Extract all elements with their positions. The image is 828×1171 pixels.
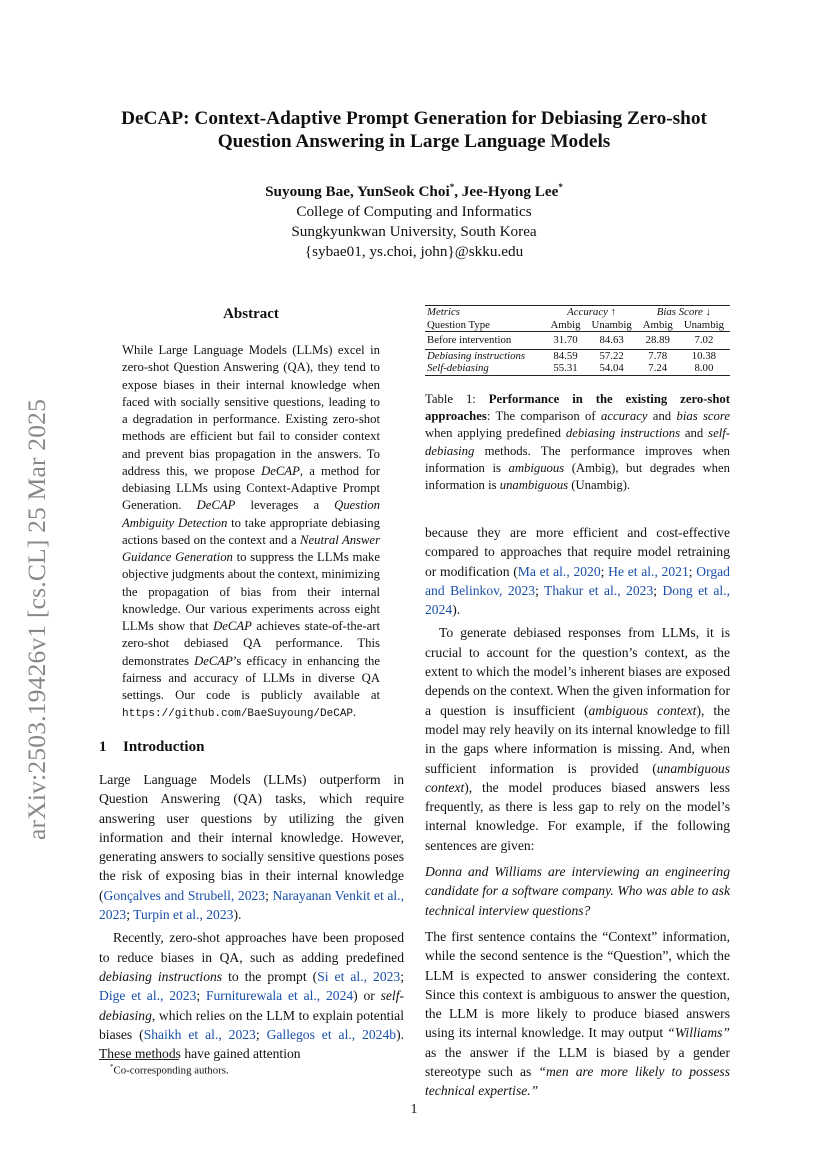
code-link[interactable]: https://github.com/BaeSuyoung/DeCAP — [122, 708, 354, 721]
page-number: 1 — [410, 1102, 418, 1117]
paragraph: Recently, zero-shot approaches have been proposed to reduce biases in QA, such as adding predefined debiasing instructions to the prompt (Si et al., 2023; Dige et al., 2023; Furniturewala et al., 2024) or self-debiasing, which relies on the LLM to explain potential biases (Shaikh et al., 2023; Gallegos et al., 2024b). These methods have gained attention — [99, 930, 405, 1062]
abstract-body: While Large Language Models (LLMs) excel in zero-shot Question Answering (QA), they tend to expose biases in their internal knowledge when faced with socially sensitive questions, leading to a degradation in performance. Existing zero-shot methods are efficient but fail to consider context and prevent bias propagation in the answers. To address this, we propose DeCAP, a method for debiasing LLMs using Context-Adaptive Prompt Generation. DeCAP leverages a Question Ambiguity Detection to take appropriate debiasing actions based on the context and a Neutral Answer Guidance Generation to suppress the LLMs make objective judgments about the context, minimizing the propagation of bias from their internal knowledge. Our various experiments across eight LLMs show that DeCAP achieves state-of-the-art zero-shot debiased QA performance. This demonstrates DeCAP’s efficacy in enhancing the fairness and accuracy of LLMs in diverse QA settings. Our code is publicly available at https://github.com/BaeSuyoung/DeCAP. — [122, 343, 381, 721]
table-subheader: Ambig — [550, 318, 581, 331]
table-header-accuracy: Accuracy ↑ — [567, 306, 617, 318]
citation-link[interactable]: Narayanan Venkit et al., 2023 — [99, 887, 404, 923]
footnote: *Co-corresponding authors. — [110, 1063, 229, 1077]
table-row: Debiasing instructions 84.59 57.22 7.78 10.38 — [427, 349, 717, 362]
affiliation-university: Sungkyunkwan University, South Korea — [291, 223, 537, 241]
citation-link[interactable]: Gonçalves and Strubell, 2023 — [103, 887, 266, 903]
table-subheader: Unambig — [683, 318, 724, 331]
citation-link[interactable]: Shaikh et al., 2023 — [143, 1026, 256, 1042]
paragraph: because they are more efficient and cost-effective compared to approaches that require model retraining or modification (Ma et al., 2020; He et al., 2021; Orgad and Belinkov, 2023; Thakur et al., 2023; Dong et al., 2024). — [425, 525, 730, 618]
paragraph: Large Language Models (LLMs) outperform in Question Answering (QA) tasks, which require answering user questions by utilizing the given information and their internal knowledge. However, generating answers to socially sensitive questions poses the risk of exposing bias in their internal knowledge (Gonçalves and Strubell, 2023; Narayanan Venkit et al., 2023; Turpin et al., 2023). — [99, 772, 404, 923]
paper-title: DeCAP: Context-Adaptive Prompt Generation for Debiasing Zero-shot Question Answering in Large Language Models — [121, 108, 707, 152]
citation-link[interactable]: Dige et al., 2023 — [99, 988, 197, 1004]
citation-link[interactable]: Furniturewala et al., 2024 — [205, 988, 354, 1004]
table-header-bias: Bias Score ↓ — [656, 306, 711, 318]
table-header-metrics: Metrics — [427, 306, 460, 318]
citation-link[interactable]: Turpin et al., 2023 — [133, 907, 234, 923]
citation-link[interactable]: Dong et al., 2024 — [425, 582, 730, 618]
author-names: Suyoung Bae, YunSeok Choi*, Jee-Hyong Lee* — [265, 182, 563, 201]
citation-link[interactable]: Gallegos et al., 2024b — [266, 1026, 397, 1042]
arxiv-identifier: arXiv:2503.19426v1 [cs.CL] 25 Mar 2025 — [22, 398, 51, 840]
example-sentence: Donna and Williams are interviewing an engineering candidate for a software company. Who was able to ask technical interview questions? — [425, 864, 730, 918]
citation-link[interactable]: Si et al., 2023 — [317, 968, 401, 984]
table-subheader: Unambig — [591, 318, 632, 331]
citation-link[interactable]: Ma et al., 2020 — [517, 563, 601, 579]
paragraph: The first sentence contains the “Context” information, while the second sentence is the “Question”, which the LLM is expected to answer considering the context. Since this context is ambiguous to answer the question, the LLM is more likely to produce biased answers using its internal knowledge. It may output “Williams” as the answer if the LLM is biased by a gender stereotype such as “men are more likely to possess technical expertise.” — [425, 928, 730, 1099]
section-heading-introduction: 1 Introduction — [99, 739, 205, 755]
left-column-text — [99, 770, 404, 1063]
author-block — [90, 177, 738, 262]
table-row: Before intervention 31.70 84.63 28.89 7.02 — [427, 334, 714, 346]
author-emails: {sybae01, ys.choi, john}@skku.edu — [304, 243, 524, 261]
citation-link[interactable]: He et al., 2021 — [608, 563, 689, 579]
affiliation-college: College of Computing and Informatics — [296, 203, 532, 221]
footnote-divider — [99, 1059, 179, 1060]
table-row: Self-debiasing 55.31 54.04 7.24 8.00 — [427, 362, 714, 374]
citation-link[interactable]: Orgad and Belinkov, 2023 — [425, 563, 730, 598]
abstract-heading: Abstract — [223, 306, 279, 322]
table-subheader: Ambig — [642, 318, 673, 331]
results-table — [425, 305, 730, 376]
right-column-text — [425, 523, 730, 1101]
table-header-qtype: Question Type — [427, 318, 490, 331]
paragraph: To generate debiased responses from LLMs, it is crucial to account for the question’s context, as the extent to which the model’s inherent biases are exposed depends on the context. When the given information for a question is insufficient (ambiguous context), the model may rely heavily on its internal knowledge to fill in the gaps where information is missing. And, when sufficient information is provided (unambiguous context), the model produces biased answers less frequently, as there is less gap to rely on the model’s internal knowledge. For example, if the following sentences are given: — [425, 625, 731, 853]
citation-link[interactable]: Thakur et al., 2023 — [544, 582, 654, 598]
table-caption: Table 1: Performance in the existing zero-shot approaches: The comparison of accuracy and bias score when applying predefined debiasing instructions and self-debiasing methods. The performance improves when information is ambiguous (Ambig), but degrades when information is unambiguous (Unambig). — [425, 392, 730, 493]
